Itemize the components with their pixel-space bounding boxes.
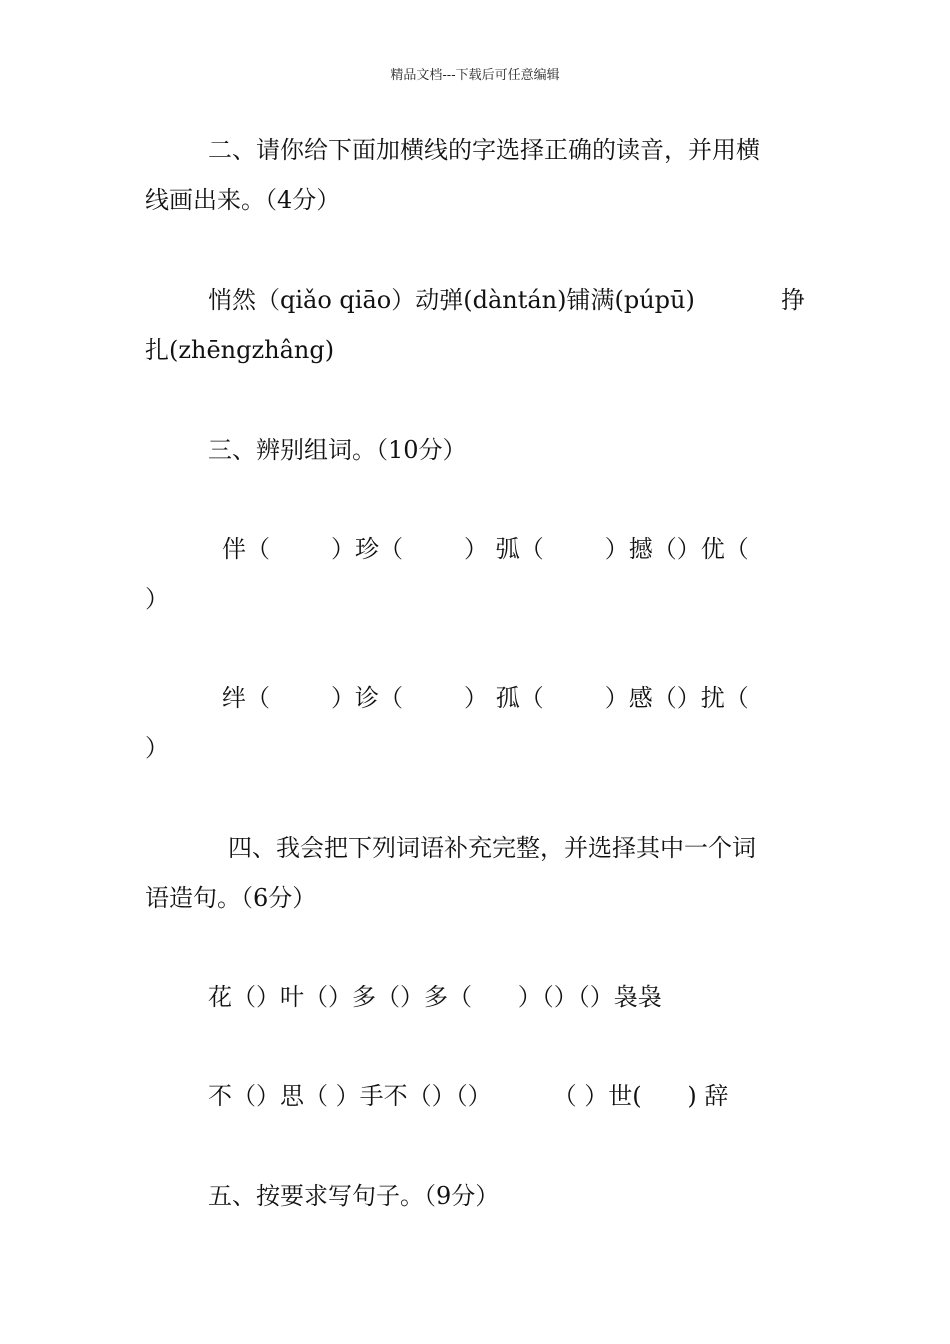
q4-idiom-row2: 不（）思（ ）手不（）（） （ ）世( ) 辞 — [208, 1082, 729, 1110]
q4-idiom-row1: 花（）叶（）多（）多（ ）（）（）袅袅 — [208, 983, 662, 1011]
q5-title: 五、按要求写句子。（9分） — [208, 1182, 500, 1210]
q3-row2-line2: ） — [145, 734, 169, 762]
page-header: 精品文档---下载后可任意编辑 — [390, 68, 560, 83]
q3-row2-line1: 绊（ ）诊（ ） 孤（ ）感（）扰（ — [222, 684, 749, 712]
q2-title-line1: 二、请你给下面加横线的字选择正确的读音，并用横 — [208, 136, 760, 164]
q2-title-line2: 线画出来。（4分） — [145, 186, 341, 214]
q3-row1-line1: 伴（ ）珍（ ） 弧（ ）撼（）优（ — [222, 535, 749, 563]
q2-pinyin-row1 — [208, 284, 805, 316]
q4-title-line1: 四、我会把下列词语补充完整，并选择其中一个词 — [228, 834, 756, 862]
q3-row1-line2: ） — [145, 585, 169, 613]
q3-title: 三、辨别组词。（10分） — [208, 436, 467, 464]
q2-pinyin-row1-left: 悄然（qiǎo qiāo）动弹(dàntán)铺满(púpū) — [208, 286, 695, 314]
q2-pinyin-row1-right: 挣 — [781, 286, 805, 314]
q2-pinyin-row2: 扎(zhēngzhâng) — [145, 336, 335, 364]
q4-title-line2: 语造句。（6分） — [145, 884, 317, 912]
